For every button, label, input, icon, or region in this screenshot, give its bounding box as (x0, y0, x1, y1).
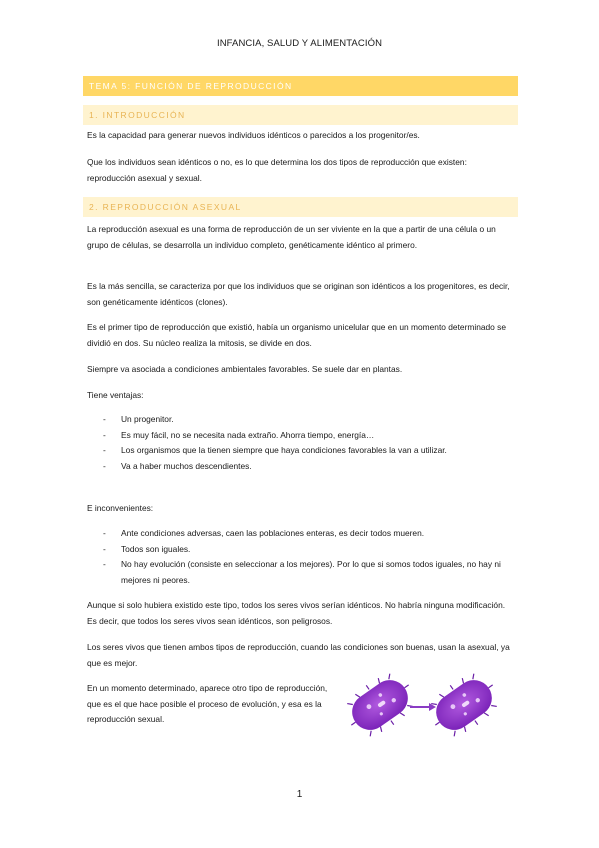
intro-paragraph-1: Es la capacidad para generar nuevos individuos idénticos o parecidos a los progenitor/es. (87, 130, 420, 140)
chapter-heading: TEMA 5: FUNCIÓN DE REPRODUCCIÓN (83, 76, 518, 96)
inconvenientes-list (103, 526, 503, 588)
list-item: - No hay evolución (consiste en seleccionar a los mejores). Por lo que si somos todos iguales, no hay ni mejores ni peores. (103, 557, 503, 588)
asexual-paragraph-7: En un momento determinado, aparece otro tipo de reproducción, que es el que hace posible el proceso de evolución, y esa es la reproducción sexual. (87, 683, 328, 725)
asexual-paragraph-4: Siempre va asociada a condiciones ambientales favorables. Se suele dar en plantas. (87, 364, 403, 374)
list-item: - Va a haber muchos descendientes. (103, 459, 503, 475)
list-item: - Los organismos que la tienen siempre que haya condiciones favorables la van a utilizar. (103, 443, 503, 459)
list-item: - Todos son iguales. (103, 542, 503, 558)
ventajas-label: Tiene ventajas: (87, 390, 144, 400)
asexual-paragraph-2: Es la más sencilla, se caracteriza por que los individuos que se originan son idénticos a los progenitores, es decir, son genéticamente idénticos (clones). (87, 281, 510, 307)
asexual-paragraph-6: Los seres vivos que tienen ambos tipos de reproducción, cuando las condiciones son buenas, usan la asexual, ya que es mejor. (87, 642, 510, 668)
asexual-paragraph-5: Aunque si solo hubiera existido este tipo, todos los seres vivos serían idénticos. No habría ninguna modificación. Es decir, que todos los seres vivos sean idénticos, son peligrosos. (87, 600, 506, 626)
section-heading-asexual: 2. REPRODUCCIÓN ASEXUAL (83, 197, 518, 217)
asexual-paragraph-1: La reproducción asexual es una forma de reproducción de un ser viviente en la que a partir de una célula o un grupo de células, se desarrolla un individuo completo, genéticamente idéntico al primero. (87, 224, 496, 250)
bacterium-right-icon (422, 667, 505, 743)
bacteria-division-illustration (340, 667, 505, 743)
page-number: 1 (296, 789, 303, 800)
intro-paragraph-2: Que los individuos sean idénticos o no, es lo que determina los dos tipos de reproducción que existen: reproducción asexual y sexual. (87, 157, 467, 183)
section-heading-introduccion: 1. INTRODUCCIÓN (83, 105, 518, 125)
list-item: - Un progenitor. (103, 412, 503, 428)
list-item: - Es muy fácil, no se necesita nada extraño. Ahorra tiempo, energía… (103, 428, 503, 444)
asexual-paragraph-3: Es el primer tipo de reproducción que existió, había un organismo unicelular que en un momento determinado se dividió en dos. Su núcleo realiza la mitosis, se divide en dos. (87, 322, 506, 348)
ventajas-list (103, 412, 503, 474)
list-item: - Ante condiciones adversas, caen las poblaciones enteras, es decir todos mueren. (103, 526, 503, 542)
inconvenientes-label: E inconvenientes: (87, 503, 154, 513)
page-header: INFANCIA, SALUD Y ALIMENTACIÓN (216, 38, 383, 49)
bacterium-left-icon (340, 667, 422, 743)
